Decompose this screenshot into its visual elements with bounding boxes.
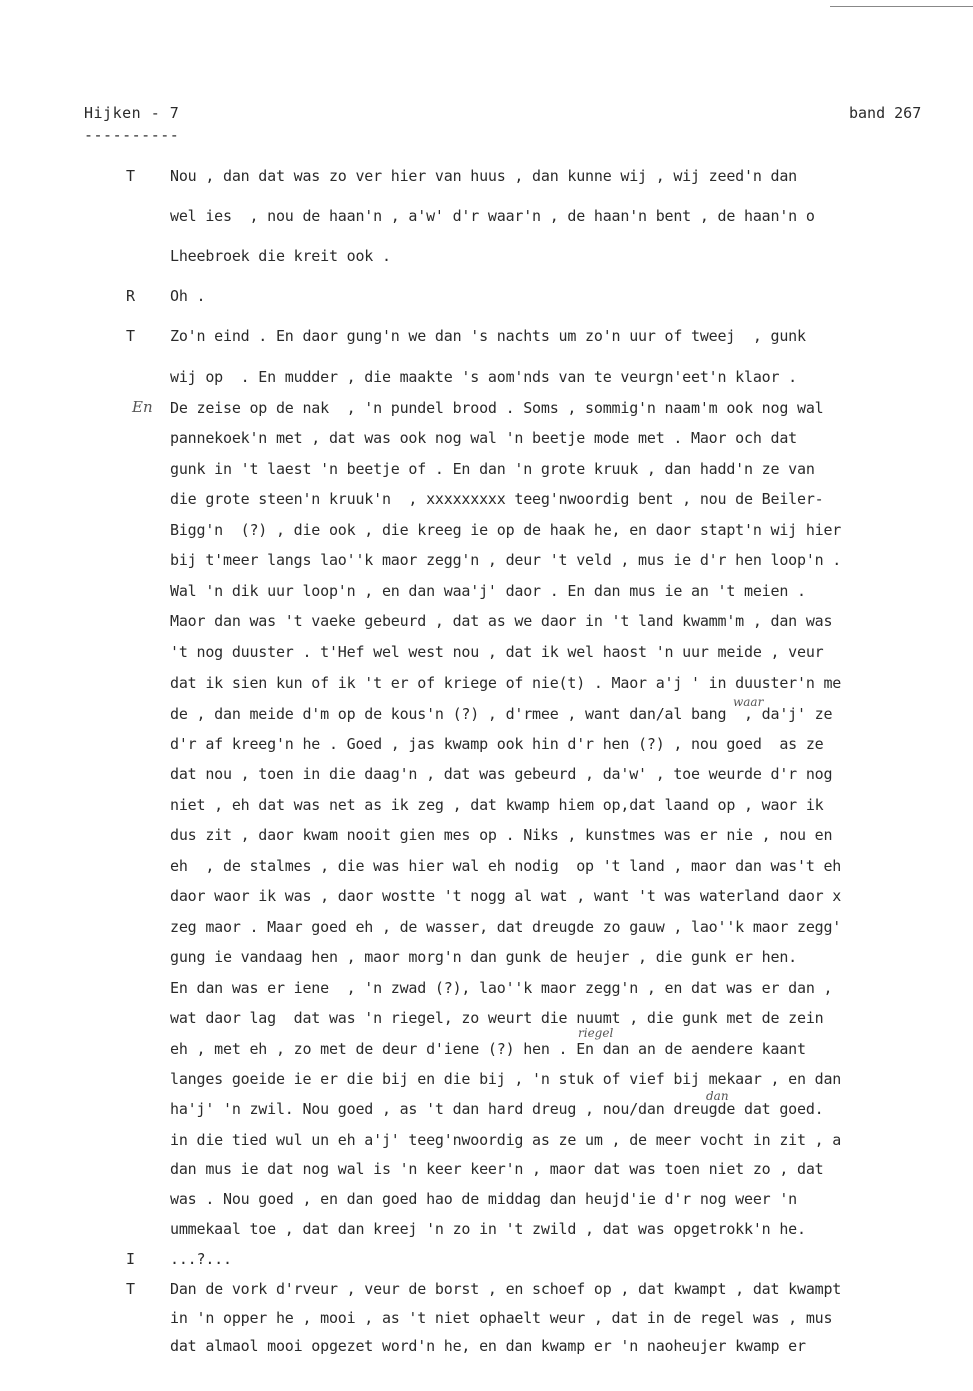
- transcript-line: wij op . En mudder , die maakte 's aom'nds van te veurgn'eet'n klaor .: [170, 368, 797, 386]
- transcript-line: dat nou , toen in die daag'n , dat was gebeurd , da'w' , toe weurde d'r nog: [170, 765, 833, 783]
- transcript-line: wat daor lag dat was 'n riegel, zo weurt die nuumt , die gunk met de zein: [170, 1009, 824, 1027]
- transcript-line: langes goeide ie er die bij en die bij , 'n stuk of vief bij mekaar , en dan: [170, 1070, 842, 1088]
- transcript-line: Lheebroek die kreit ook .: [170, 247, 391, 265]
- transcript-line: dat ik sien kun of ik 't er of kriege of nie(t) . Maor a'j ' in duuster'n me: [170, 674, 842, 692]
- top-edge-rule: [830, 6, 973, 7]
- transcript-line: d'r af kreeg'n he . Goed , jas kwamp ook hin d'r hen (?) , nou goed as ze: [170, 735, 824, 753]
- transcript-line: wel ies , nou de haan'n , a'w' d'r waar'n , de haan'n bent , de haan'n o: [170, 207, 815, 225]
- transcript-line: 't nog duuster . t'Hef wel west nou , dat ik wel haost 'n uur meide , veur: [170, 643, 824, 661]
- handwritten-correction-dan: dan: [706, 1089, 729, 1103]
- handwritten-correction-riegel: riegel: [578, 1026, 614, 1040]
- speaker-label: T: [126, 1280, 136, 1298]
- header-underline: ----------: [84, 126, 180, 144]
- transcript-line: eh , met eh , zo met de deur d'iene (?) hen . En dan an de aendere kaant: [170, 1040, 806, 1058]
- transcript-line: Dan de vork d'rveur , veur de borst , en schoef op , dat kwampt , dat kwampt: [170, 1280, 842, 1298]
- speaker-label: T: [126, 327, 136, 345]
- speaker-label: T: [126, 167, 136, 185]
- transcript-line: De zeise op de nak , 'n pundel brood . Soms , sommig'n naam'm ook nog wal: [170, 399, 824, 417]
- transcript-line: Oh .: [170, 287, 206, 305]
- transcript-line: gunk in 't laest 'n beetje of . En dan 'n grote kruuk , dan hadd'n ze van: [170, 460, 815, 478]
- transcript-line: ha'j' 'n zwil. Nou goed , as 't dan hard dreug , nou/dan dreugde dat goed.: [170, 1100, 824, 1118]
- transcript-line: Zo'n eind . En daor gung'n we dan 's nachts um zo'n uur of tweej , gunk: [170, 327, 806, 345]
- tape-number: band 267: [849, 104, 922, 122]
- transcript-line: En dan was er iene , 'n zwad (?), lao''k maor zegg'n , en dat was er dan ,: [170, 979, 833, 997]
- speaker-label: I: [126, 1250, 136, 1268]
- transcript-line: pannekoek'n met , dat was ook nog wal 'n beetje mode met . Maor och dat: [170, 429, 797, 447]
- transcript-line: daor waor ik was , daor wostte 't nogg al wat , want 't was waterland daor x: [170, 887, 842, 905]
- margin-handwritten-en: En: [132, 398, 153, 416]
- transcript-line: in 'n opper he , mooi , as 't niet ophaelt weur , dat in de regel was , mus: [170, 1309, 833, 1327]
- transcript-line: dus zit , daor kwam nooit gien mes op . Niks , kunstmes was er nie , nou en: [170, 826, 833, 844]
- transcript-line: die grote steen'n kruuk'n , xxxxxxxxx teeg'nwoordig bent , nou de Beiler-: [170, 490, 824, 508]
- transcript-line: Maor dan was 't vaeke gebeurd , dat as we daor in 't land kwamm'm , dan was: [170, 612, 833, 630]
- transcript-line: Bigg'n (?) , die ook , die kreeg ie op de haak he, en daor stapt'n wij hier: [170, 521, 842, 539]
- handwritten-correction-waar: waar: [733, 695, 764, 709]
- transcript-line: Wal 'n dik uur loop'n , en dan waa'j' daor . En dan mus ie an 't meien .: [170, 582, 806, 600]
- transcript-line: zeg maor . Maar goed eh , de wasser, dat dreugde zo gauw , lao''k maor zegg': [170, 918, 842, 936]
- transcript-line: ...?...: [170, 1250, 232, 1268]
- document-header-title: Hijken - 7: [84, 104, 180, 122]
- transcript-line: dan mus ie dat nog wal is 'n keer keer'n , maor dat was toen niet zo , dat: [170, 1160, 824, 1178]
- transcript-line: de , dan meide d'm op de kous'n (?) , d'rmee , want dan/al bang , da'j' ze: [170, 705, 833, 723]
- transcript-line: in die tied wul un eh a'j' teeg'nwoordig as ze um , de meer vocht in zit , a: [170, 1131, 842, 1149]
- transcript-line: Nou , dan dat was zo ver hier van huus , dan kunne wij , wij zeed'n dan: [170, 167, 797, 185]
- transcript-line: bij t'meer langs lao''k maor zegg'n , deur 't veld , mus ie d'r hen loop'n .: [170, 551, 842, 569]
- transcript-line: ummekaal toe , dat dan kreej 'n zo in 't zwild , dat was opgetrokk'n he.: [170, 1220, 806, 1238]
- transcript-line: niet , eh dat was net as ik zeg , dat kwamp hiem op,dat laand op , waor ik: [170, 796, 824, 814]
- transcript-line: was . Nou goed , en dan goed hao de middag dan heujd'ie d'r nog weer 'n: [170, 1190, 797, 1208]
- transcript-line: eh , de stalmes , die was hier wal eh nodig op 't land , maor dan was't eh: [170, 857, 842, 875]
- transcript-line: dat almaol mooi opgezet word'n he, en dan kwamp er 'n naoheujer kwamp er: [170, 1337, 806, 1355]
- speaker-label: R: [126, 287, 136, 305]
- transcript-line: gung ie vandaag hen , maor morg'n dan gunk de heujer , die gunk er hen.: [170, 948, 797, 966]
